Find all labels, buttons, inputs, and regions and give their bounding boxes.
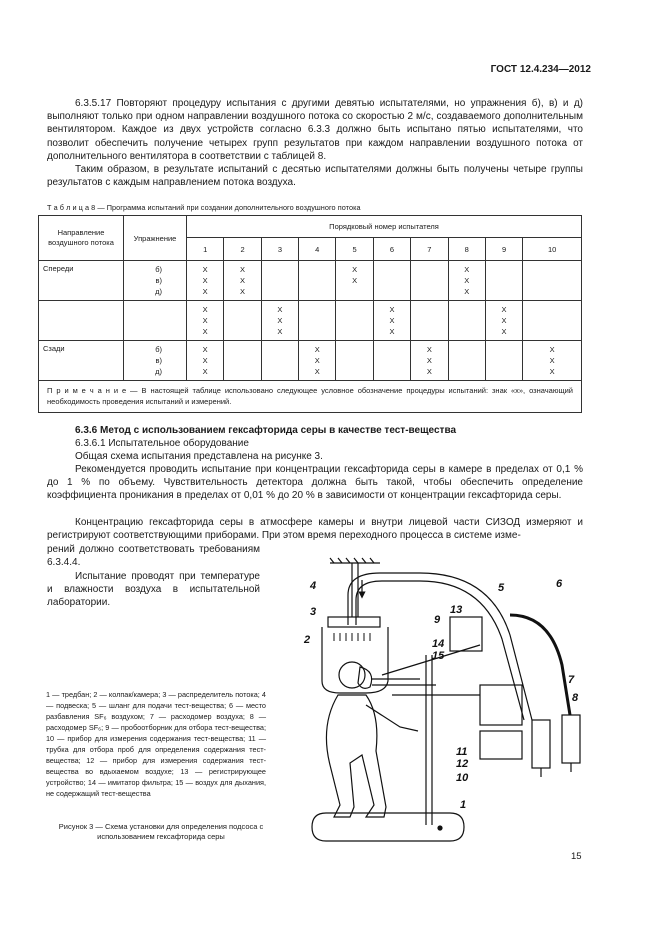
table-cell: X X X bbox=[411, 341, 448, 381]
table-caption: Т а б л и ц а 8 — Программа испытаний при создании дополнительного воздушного потока bbox=[47, 203, 361, 212]
col-header-tester-number: Порядковый номер испытателя bbox=[187, 216, 582, 238]
table-cell: X X X bbox=[261, 301, 298, 341]
table-cell bbox=[485, 261, 522, 301]
tester-number: 5 bbox=[336, 238, 373, 261]
label-1: 1 bbox=[460, 799, 467, 811]
treadmill-roller bbox=[438, 826, 442, 830]
tester-head bbox=[339, 662, 365, 688]
label-6: 6 bbox=[556, 578, 563, 590]
table-cell: X X X bbox=[187, 301, 224, 341]
row-direction: Сзади bbox=[39, 341, 124, 381]
table-cell bbox=[299, 301, 336, 341]
table-cell: X X X bbox=[187, 261, 224, 301]
row-direction: Спереди bbox=[39, 261, 124, 301]
row-exercises: б) в) д) bbox=[124, 261, 187, 301]
label-11: 11 bbox=[456, 746, 468, 758]
label-14: 14 bbox=[432, 638, 445, 650]
test-setup-diagram bbox=[300, 555, 600, 845]
label-4: 4 bbox=[310, 580, 317, 592]
table-cell: X X X bbox=[485, 301, 522, 341]
table-row bbox=[39, 261, 582, 301]
label-8: 8 bbox=[572, 692, 579, 704]
table-cell bbox=[373, 341, 410, 381]
label-9: 9 bbox=[434, 614, 441, 626]
page-number: 15 bbox=[571, 851, 582, 862]
tester-body bbox=[326, 695, 386, 817]
figure-caption: Рисунок 3 — Схема установки для определения подсоса с использованием гексафторида серы bbox=[58, 822, 264, 841]
paragraph-measurement-cont: рений должно соответствовать требованиям 6.3.4.4. bbox=[47, 544, 260, 569]
table-cell: X X X bbox=[299, 341, 336, 381]
tester-number: 1 bbox=[187, 238, 224, 261]
row-exercises: б) в) д) bbox=[124, 341, 187, 381]
tester-number: 7 bbox=[411, 238, 448, 261]
test-program-table bbox=[38, 215, 582, 413]
label-15: 15 bbox=[432, 650, 445, 662]
table-cell bbox=[411, 301, 448, 341]
table-cell bbox=[485, 341, 522, 381]
table-cell bbox=[411, 261, 448, 301]
analyzer-12 bbox=[480, 731, 522, 759]
label-3: 3 bbox=[310, 606, 317, 618]
hood bbox=[322, 627, 388, 693]
table-row bbox=[39, 341, 582, 381]
table-cell bbox=[224, 301, 261, 341]
table-cell: X X bbox=[336, 261, 373, 301]
table-cell bbox=[523, 301, 582, 341]
table-cell bbox=[373, 261, 410, 301]
subsection-heading: 6.3.6.1 Испытательное оборудование bbox=[75, 438, 249, 449]
label-10: 10 bbox=[456, 772, 469, 784]
tester-arm bbox=[366, 705, 418, 731]
document-code: ГОСТ 12.4.234—2012 bbox=[490, 64, 591, 75]
row-direction bbox=[39, 301, 124, 341]
figure-legend: 1 — тредбан; 2 — колпак/камера; 3 — распределитель потока; 4 — подвеска; 5 — шланг для подачи тест-вещества; 6 — место разбавления SF₆ воздухом; 7 — расходомер воздуха; 8 — расходомер SF₆; 9 — пробоотборник для отбора тест-вещества; 10 — прибор для измерения содержания тест-вещества; 11 — трубка для отбора проб для определения содержания тест-вещества; 12 — прибор для измерения содержания тест-вещества во вдыхаемом воздухе; 13 — регистрирующее устройство; 14 — имитатор фильтра; 15 — воздух для дыхания, не содержащий тест-вещества bbox=[46, 690, 266, 798]
table-cell: X X X bbox=[373, 301, 410, 341]
table-cell bbox=[336, 301, 373, 341]
table-note: П р и м е ч а н и е — В настоящей таблице использовано следующее условное обозначение процедуры испытаний: знак «х», означающий необходимость проведения испытаний и измерений. bbox=[39, 381, 582, 413]
distributor-jets bbox=[334, 633, 370, 641]
label-2: 2 bbox=[304, 634, 311, 646]
table-cell bbox=[448, 341, 485, 381]
paragraph-6-3-5-17: 6.3.5.17 Повторяют процедуру испытания с другими девятью испытателями, но упражнения б), в) и д) выполняют только при одном направлении воздушного потока со скоростью 2 м/с, создаваемого дополнительным вентилятором. Каждое из двух устройств согласно 6.3.3 должно быть испытано пятью испытателями, что позволит обеспечить получение четырех групп результатов при каждом направлении воздушного потока от дополнительного вентилятора в соответствии с таблицей 8. bbox=[47, 98, 583, 162]
table-cell bbox=[299, 261, 336, 301]
table-cell: X X X bbox=[448, 261, 485, 301]
label-12: 12 bbox=[456, 758, 469, 770]
table-row bbox=[39, 301, 582, 341]
paragraph-figure-ref: Общая схема испытания представлена на рисунке 3. bbox=[75, 451, 323, 462]
table-cell bbox=[336, 341, 373, 381]
tester-number: 2 bbox=[224, 238, 261, 261]
table-cell: X X X bbox=[523, 341, 582, 381]
col-header-direction: Направление воздушного потока bbox=[39, 216, 124, 261]
tester-number: 6 bbox=[373, 238, 410, 261]
paragraph-summary: Таким образом, в результате испытаний с десятью испытателями должны быть получены четыре группы результатов с каждым направлением потока воздуха. bbox=[47, 164, 583, 189]
air-flowmeter bbox=[532, 720, 550, 768]
table-cell bbox=[224, 341, 261, 381]
ceiling-hatch bbox=[330, 558, 374, 563]
table-cell bbox=[261, 341, 298, 381]
tester-number: 3 bbox=[261, 238, 298, 261]
table-cell bbox=[523, 261, 582, 301]
section-heading: 6.3.6 Метод с использованием гексафторида серы в качестве тест-вещества bbox=[75, 425, 457, 436]
tester-number: 8 bbox=[448, 238, 485, 261]
table-cell: X X X bbox=[187, 341, 224, 381]
sf6-flowmeter bbox=[562, 715, 580, 763]
sampler-line bbox=[382, 645, 480, 675]
table-cell bbox=[448, 301, 485, 341]
label-13: 13 bbox=[450, 604, 463, 616]
label-5: 5 bbox=[498, 582, 505, 594]
tester-number: 9 bbox=[485, 238, 522, 261]
col-header-exercise: Упражнение bbox=[124, 216, 187, 261]
flow-distributor bbox=[328, 617, 380, 627]
paragraph-concentration: Рекомендуется проводить испытание при концентрации гексафторида серы в камере в пределах от 0,1 % до 1 % по объему. Чувствительность детектора должна быть такой, чтобы обеспечить определение коэффициента проникания в пределах от 0,01 % до 20 % в зависимости от концентрации гексафторида серы. bbox=[47, 464, 583, 502]
paragraph-measurement: Концентрацию гексафторида серы в атмосфере камеры и внутри лицевой части СИЗОД измеряют и регистрируют соответствующими приборами. При этом время переходного процесса в системе изме- bbox=[47, 517, 583, 542]
row-exercises bbox=[124, 301, 187, 341]
table-cell: X X X bbox=[224, 261, 261, 301]
table-cell bbox=[261, 261, 298, 301]
label-7: 7 bbox=[568, 674, 575, 686]
tester-number: 10 bbox=[523, 238, 582, 261]
tester-number: 4 bbox=[299, 238, 336, 261]
paragraph-temperature: Испытание проводят при температуре и влажности воздуха в испытательной лаборатории. bbox=[47, 571, 260, 609]
